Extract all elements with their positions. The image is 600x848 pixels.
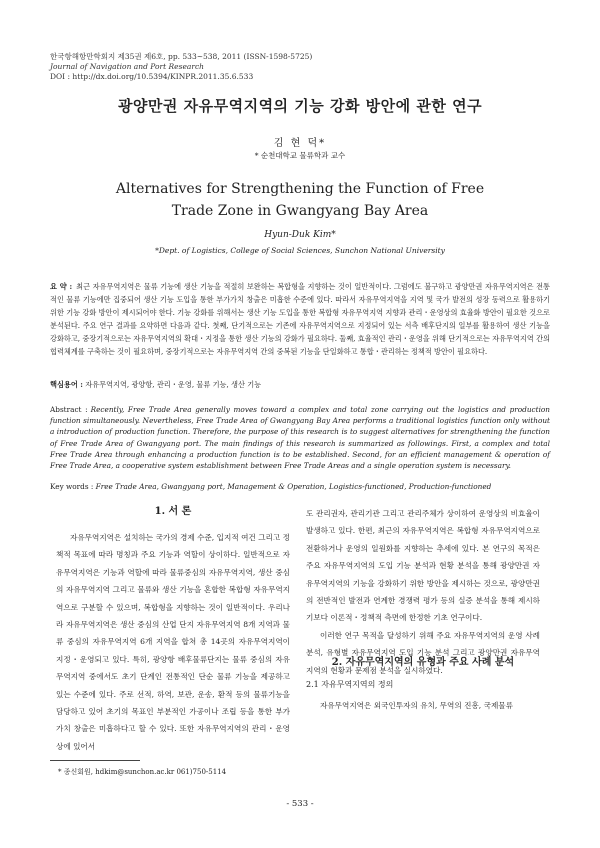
korean-abstract-label: 요 약 : — [50, 282, 73, 291]
english-keywords-label: Key words : — [50, 482, 94, 491]
english-keywords-text: Free Trade Area, Gwangyang port, Management & Operation, Logistics-functioned, Production-functioned — [95, 482, 492, 491]
english-title-line1: Alternatives for Strengthening the Function of Free — [115, 181, 485, 197]
english-keywords — [50, 482, 550, 491]
footnote: * 종신회원, hdkim@sunchon.ac.kr 061)750-5114 — [58, 768, 227, 776]
journal-doi: DOI : http://dx.doi.org/10.5394/KINPR.2011.35.6.533 — [50, 72, 254, 81]
korean-keywords-text: 자유무역지역, 광양항, 관리・운영, 물류 기능, 생산 기능 — [85, 380, 262, 389]
english-abstract — [50, 404, 550, 471]
korean-abstract-text: 최근 자유무역지역은 물류 기능에 생산 기능을 적절히 보완하는 복합형을 지향하는 것이 일반적이다. 그럼에도 불구하고 광양만권 자유무역지역은 전통적인 물류 기능에만 집중되어 생산 기능 도입을 통한 부가가치 창출은 미흡한 수준에 있다. 따라서 자유무역지역을 지역 및 국가 발전의 성장 동력으로 활용하기 위한 기능 강화 방안이 제시되어야 한다. 기능 강화를 위해서는 생산 기능 도입을 통한 복합형 자유무역지역 지향과 관리・운영상의 효율화 방안이 필요한 것으로 분석된다. 주요 연구 결과를 요약하면 다음과 같다. 첫째, 단기적으로는 기존에 자유무역지역으로 지정되어 있는 서측 배후단지의 일부를 활용하여 생산 기능을 강화하고, 중장기적으로는 자유무역지역의 확대・지정을 통한 생산 기능의 강화가 필요하다. 둘째, 효율적인 관리・운영을 위해 단기적으로는 자유무역지역 간의 협력체계를 구축하는 것이 필요하며, 중장기적으로는 자유무역지역 간의 중복된 기능을 단일화하고 통합・관리하는 정책적 방안이 필요하다. — [50, 282, 551, 356]
section2-body: 자유무역지역은 외국인투자의 유치, 무역의 진흥, 국제물류 — [320, 701, 513, 710]
section1-title: 1. 서 론 — [154, 506, 192, 517]
journal-header — [50, 52, 312, 82]
section1-paragraph1: 자유무역지역은 설치하는 국가의 경제 수준, 입지적 여건 그리고 정책적 목표에 따라 명칭과 주요 기능과 역할이 상이하다. 일반적으로 자유무역지역은 기능과 역할에 따라 물류중심의 자유무역지역, 생산 중심의 자유무역지역 그리고 물류와 생산 기능을 혼합한 복합형 자유무역지역으로 구분할 수 있으며, 복합형을 지향하는 것이 일반적이다. 우리나라 자유무역지역은 생산 중심의 산업 단지 자유무역지역 8개 지역과 물류 중심의 자유무역지역 6개 지역을 합쳐 총 14곳의 자유무역지역이 지정・운영되고 있다. 특히, 광양항 배후물류단지는 물류 중심의 자유무역지역 중에서도 초기 단계인 전통적인 단순 물류 기능을 제공하고 있는 수준에 있다. 주로 선적, 하역, 보관, 운송, 환적 등의 물류기능을 담당하고 있어 초기의 목표인 부분적인 가공이나 조립 등을 통한 부가가치 창출은 미흡하다고 할 수 있다. 또한 자유무역지역의 관리・운영상에 있어서 — [56, 533, 290, 751]
korean-abstract — [50, 280, 550, 358]
english-title-line2: Trade Zone in Gwangyang Bay Area — [171, 203, 429, 219]
korean-keywords — [50, 380, 550, 390]
left-column — [56, 505, 290, 755]
section2-title: 2. 자유무역지역의 유형과 주요 사례 분석 — [331, 657, 515, 668]
section1-paragraph2: 도 관리권자, 관리기관 그리고 관리주체가 상이하여 운영상의 비효율이 발생하고 있다. 한편, 최근의 자유무역지역은 복합형 자유무역지역으로 전환하거나 운영의 일원화를 지향하는 추세에 있다. 본 연구의 목적은 주요 자유무역지역의 도입 기능 분석과 현황 분석을 통해 광양만권 자유무역지역의 기능을 강화하기 위한 방안을 제시하는 것으로, 광양만권의 전반적인 발전과 연계한 경쟁력 평가 등의 실증 분석을 통해 제시하기보다 이론적・정책적 측면에 한정한 기초 연구이다. — [306, 509, 540, 623]
journal-english-name: Journal of Navigation and Port Research — [50, 62, 204, 71]
korean-title: 광양만권 자유무역지역의 기능 강화 방안에 관한 연구 — [117, 97, 483, 115]
korean-affiliation: * 순천대학교 물류학과 교수 — [254, 151, 346, 160]
subsection-2-1-title: 2.1 자유무역지역의 정의 — [306, 680, 394, 689]
korean-author: 김 현 덕* — [273, 138, 327, 149]
english-abstract-label: Abstract : — [50, 405, 88, 414]
footnote-rule — [50, 760, 140, 761]
english-abstract-text: Recently, Free Trade Area generally moves toward a complex and total zone carrying out the logistics and production function simultaneously. Nevertheless, Free Trade Area of Gwangyang Bay Area performs a traditional logistics function only without a introduction of production function. Therefore, the purpose of this research is to suggest alternatives for strengthening the function of Free Trade Area of Gwangyang port. The main findings of this research is summarized as followings. First, a complex and total Free Trade Area through enhancing a production function is to be established. Second, for an efficient management & operation of Free Trade Area, a cooperative system establishment between Free Trade Areas and a single operation system is necessary. — [50, 405, 550, 471]
english-author: Hyun-Duk Kim* — [264, 230, 336, 240]
english-affiliation: *Dept. of Logistics, College of Social Sciences, Sunchon National University — [155, 246, 445, 255]
section1-paragraph3: 이러한 연구 목적을 달성하기 위해 주요 자유무역지역의 운영 사례 분석, 유형별 자유무역지역 도입 기능 분석 그리고 광양만권 자유무역지역의 현황과 문제점 분석을 실시하였다. — [306, 630, 540, 675]
english-title — [0, 178, 600, 222]
journal-citation: 한국항해항만학회지 제35권 제6호, pp. 533~538, 2011 (ISSN-1598-5725) — [50, 52, 313, 61]
korean-keywords-label: 핵심용어 : — [50, 380, 83, 389]
page-number: - 533 - — [286, 799, 314, 809]
